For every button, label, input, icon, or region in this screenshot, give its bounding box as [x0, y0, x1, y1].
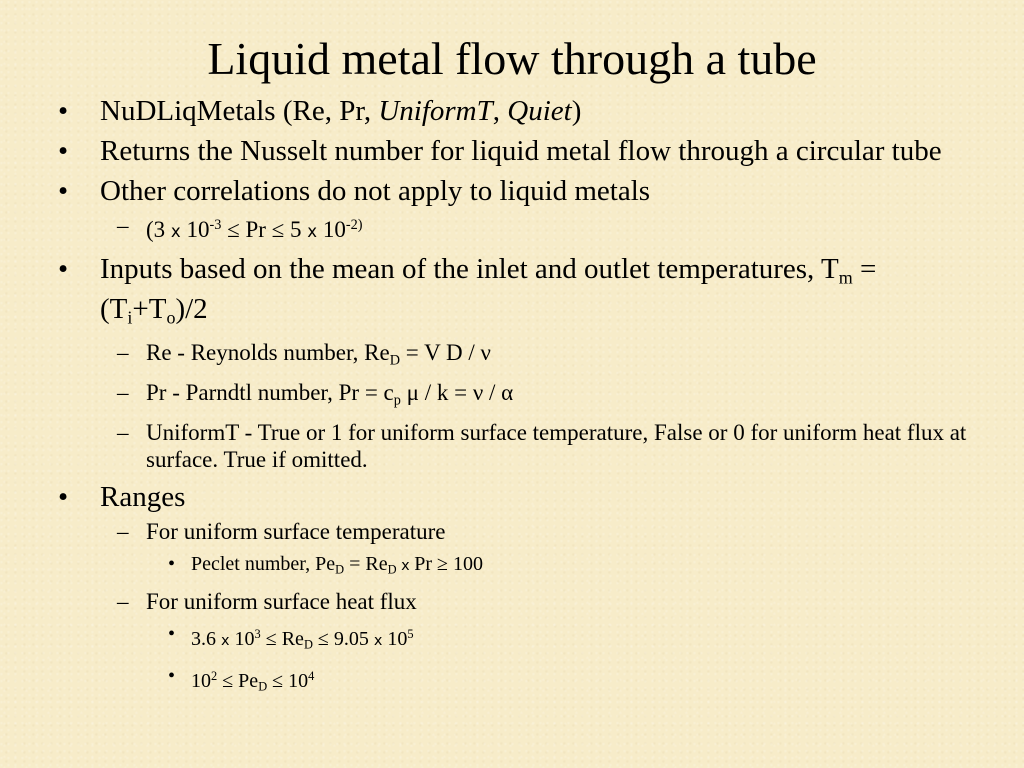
sub-bullet-reynolds — [58, 339, 988, 374]
text: ≤ 10 — [267, 670, 309, 693]
bullet-marker: • — [168, 622, 176, 645]
item-peclet — [58, 551, 988, 583]
bullet-other-correlations — [58, 175, 988, 207]
bullet-marker: • — [58, 481, 69, 514]
subscript: D — [387, 562, 397, 577]
sub-bullet-prandtl — [58, 379, 988, 414]
dash-marker: – — [117, 339, 129, 365]
bullet-inputs — [58, 253, 988, 334]
subscript: o — [166, 307, 176, 328]
dash-marker: – — [117, 420, 129, 446]
exponent: -2) — [345, 217, 363, 233]
text: +T — [132, 293, 167, 326]
text: For uniform surface temperature — [146, 519, 446, 545]
sub-bullet-pr-range — [58, 212, 988, 245]
item-pe-range — [58, 663, 988, 700]
text: ≤ Pr ≤ 5 — [221, 216, 308, 242]
text: = Re — [344, 553, 388, 576]
text: Peclet number, Pe — [191, 553, 336, 576]
exponent: 4 — [308, 669, 315, 684]
text: (3 — [146, 216, 171, 242]
bullet-marker: • — [58, 95, 69, 127]
text: 10 — [191, 670, 211, 693]
text: ≤ Re — [260, 627, 304, 650]
subscript: p — [393, 392, 401, 409]
text: ) — [571, 95, 582, 127]
bullet-marker: • — [58, 252, 69, 285]
subscript: D — [389, 351, 401, 368]
text: Inputs based on the mean of the inlet and outlet temperatures, T — [100, 252, 839, 285]
bullet-marker: • — [58, 135, 69, 167]
slide-content — [58, 95, 988, 700]
dash-marker: – — [117, 519, 129, 545]
text: μ / k = ν / α — [400, 379, 514, 405]
exponent: 3 — [254, 626, 261, 641]
times-symbol: x — [373, 632, 383, 649]
subscript: D — [258, 679, 268, 694]
text: )/2 — [175, 293, 208, 326]
subscript: D — [335, 562, 345, 577]
exponent: 5 — [407, 626, 414, 641]
text: 10 — [317, 216, 346, 242]
times-symbol: x — [221, 632, 230, 649]
bullet-marker: • — [168, 553, 176, 576]
text: NuDLiqMetals (Re, Pr, — [100, 95, 379, 127]
arg-uniformt: UniformT — [378, 95, 493, 127]
text: UniformT - True or 1 for uniform surface temperature, False or 0 for uniform heat flux at surface. True if omitted. — [146, 420, 967, 473]
text: 3.6 — [191, 627, 221, 650]
text: 10 — [180, 216, 210, 242]
text: Returns the Nusselt number for liquid metal flow through a circular tube — [100, 135, 942, 167]
text: , — [492, 95, 508, 127]
text: 10 — [382, 627, 408, 650]
times-symbol: x — [396, 558, 415, 575]
text: Pr - Parndtl number, Pr = c — [146, 379, 394, 405]
times-symbol: x — [170, 221, 181, 241]
text: Re - Reynolds number, Re — [146, 339, 390, 365]
text: Other correlations do not apply to liquid metals — [100, 175, 651, 207]
text: = V D / ν — [400, 339, 491, 365]
text: ≤ 9.05 — [312, 627, 374, 650]
text: For uniform surface heat flux — [146, 588, 417, 614]
text: = (T — [100, 252, 877, 326]
exponent: -3 — [209, 217, 222, 233]
bullet-function-signature — [58, 95, 988, 127]
subscript: m — [838, 267, 853, 288]
bullet-marker: • — [168, 665, 176, 688]
subscript: D — [303, 637, 313, 652]
dash-marker: – — [117, 379, 129, 405]
slide-title: Liquid metal flow through a tube — [207, 33, 817, 84]
dash-marker: – — [117, 213, 129, 238]
sub-bullet-uniform-temperature — [58, 518, 988, 545]
bullet-returns — [58, 135, 988, 167]
bullet-marker: • — [58, 175, 69, 207]
subscript: i — [127, 307, 133, 328]
text: Ranges — [100, 481, 186, 514]
sub-bullet-uniform-heat-flux — [58, 588, 988, 615]
exponent: 2 — [211, 669, 218, 684]
sub-bullet-uniformt — [58, 419, 988, 473]
item-re-range — [58, 621, 988, 658]
dash-marker: – — [117, 588, 129, 614]
text: ≤ Pe — [217, 670, 259, 693]
text: 10 — [229, 627, 255, 650]
times-symbol: x — [307, 221, 318, 241]
bullet-ranges — [58, 481, 988, 513]
text: Pr ≥ 100 — [414, 553, 484, 576]
arg-quiet: Quiet — [507, 95, 572, 127]
